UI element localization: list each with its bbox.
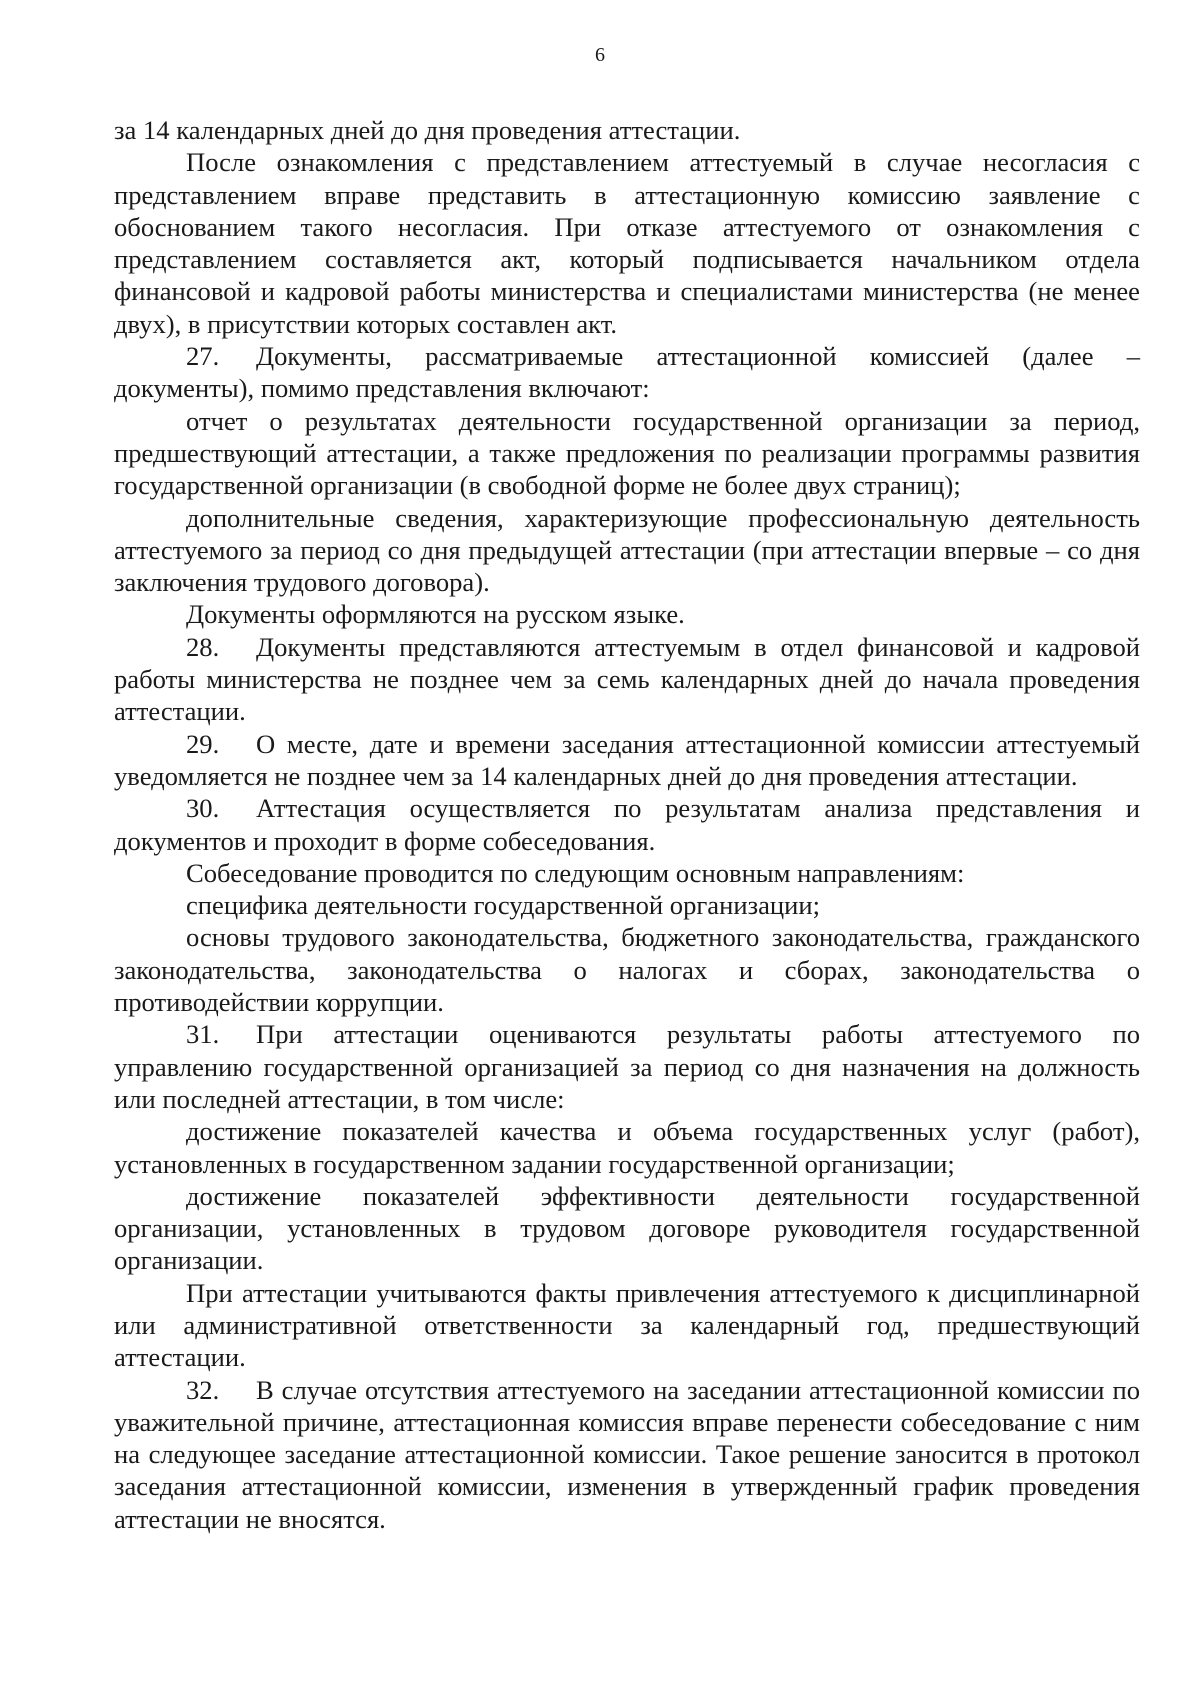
paragraph-text: Документы оформляются на русском языке. <box>186 599 685 630</box>
paragraph <box>114 1277 1140 1374</box>
clause-27 <box>114 340 1140 405</box>
paragraph-text: специфика деятельности государственной организации; <box>186 890 820 921</box>
clause-number: 28. <box>186 631 220 662</box>
paragraph <box>114 857 1140 889</box>
clause-number: 29. <box>186 728 220 759</box>
paragraph-text: основы трудового законодательства, бюджетного законодательства, гражданского законодательства, законодательства о налогах и сборах, законодательства о противодействии коррупции. <box>114 922 1140 1018</box>
list-item <box>114 1115 1140 1180</box>
paragraph-text: Документы представляются аттестуемым в отдел финансовой и кадровой работы министерства не позднее чем за семь календарных дней до начала проведения аттестации. <box>114 631 1140 727</box>
clause-30 <box>114 792 1140 857</box>
list-item <box>114 502 1140 599</box>
paragraph-text: за 14 календарных дней до дня проведения аттестации. <box>114 115 741 145</box>
clause-29 <box>114 728 1140 793</box>
paragraph <box>114 146 1140 340</box>
paragraph-text: При аттестации оцениваются результаты работы аттестуемого по управлению государственной организацией за период со дня назначения на должность или последней аттестации, в том числе: <box>114 1019 1140 1114</box>
paragraph-continuation <box>114 114 1140 146</box>
list-item <box>114 405 1140 502</box>
list-item <box>114 921 1140 1018</box>
clause-number: 31. <box>186 1019 220 1050</box>
document-body <box>114 114 1140 1535</box>
clause-32 <box>114 1374 1140 1535</box>
paragraph-text: Документы, рассматриваемые аттестационной комиссией (далее – документы), помимо представления включают: <box>114 341 1140 404</box>
clause-28 <box>114 631 1140 728</box>
clause-31 <box>114 1018 1140 1115</box>
paragraph-text: В случае отсутствия аттестуемого на заседании аттестационной комиссии по уважительной причине, аттестационная комиссия вправе перенести собеседование с ним на следующее заседание аттестационной комиссии. Такое решение заносится в протокол заседания аттестационной комиссии, изменения в утвержденный график проведения аттестации не вносятся. <box>114 1374 1140 1534</box>
clause-number: 30. <box>186 793 220 824</box>
paragraph-text: После ознакомления с представлением аттестуемый в случае несогласия с представлением вправе представить в аттестационную комиссию заявление с обоснованием такого несогласия. При отказе аттестуемого от ознакомления с представлением составляется акт, который подписывается начальником отдела финансовой и кадровой работы министерства и специалистами министерства (не менее двух), в присутствии которых составлен акт. <box>114 147 1140 339</box>
paragraph-text: Аттестация осуществляется по результатам анализа представления и документов и проходит в форме собеседования. <box>114 793 1140 856</box>
list-item <box>114 1180 1140 1277</box>
paragraph-text: Собеседование проводится по следующим основным направлениям: <box>186 857 965 888</box>
paragraph-text: достижение показателей эффективности деятельности государственной организации, установленных в трудовом договоре руководителя государственной организации. <box>114 1180 1140 1276</box>
clause-number: 32. <box>186 1374 220 1405</box>
paragraph <box>114 598 1140 630</box>
clause-number: 27. <box>186 341 220 372</box>
list-item <box>114 889 1140 921</box>
paragraph-text: дополнительные сведения, характеризующие профессиональную деятельность аттестуемого за период со дня предыдущей аттестации (при аттестации впервые – со дня заключения трудового договора). <box>114 502 1140 598</box>
paragraph-text: достижение показателей качества и объема государственных услуг (работ), установленных в государственном задании государственной организации; <box>114 1116 1140 1179</box>
paragraph-text: О месте, дате и времени заседания аттестационной комиссии аттестуемый уведомляется не позднее чем за 14 календарных дней до дня проведения аттестации. <box>114 728 1140 791</box>
paragraph-text: отчет о результатах деятельности государственной организации за период, предшествующий аттестации, а также предложения по реализации программы развития государственной организации (в свободной форме не более двух страниц); <box>114 405 1140 501</box>
page-number: 6 <box>595 44 605 66</box>
paragraph-text: При аттестации учитываются факты привлечения аттестуемого к дисциплинарной или административной ответственности за календарный год, предшествующий аттестации. <box>114 1277 1140 1373</box>
